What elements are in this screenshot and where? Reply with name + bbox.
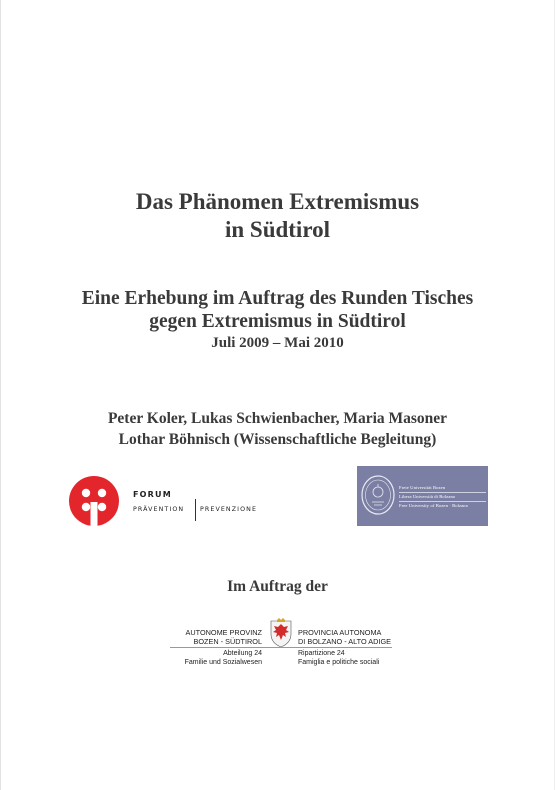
authors-line-2: Lothar Böhnisch (Wissenschaftliche Begleitung): [118, 431, 437, 448]
university-seal-icon: [360, 474, 396, 516]
province-name-german: AUTONOME PROVINZ BOZEN - SÜDTIROL: [185, 628, 262, 646]
forum-sub-italian: PREVENZIONE: [200, 506, 258, 513]
province-logo: [170, 618, 395, 674]
date-range: Juli 2009 – Mai 2010: [211, 335, 344, 351]
forum-name: FORUM: [133, 490, 172, 499]
university-name-english: Free University of Bozen · Bolzano: [399, 503, 469, 508]
forum-praevention-logo: [69, 476, 269, 526]
department-german: Abteilung 24 Familie und Sozialwesen: [184, 650, 262, 666]
department-italian: Ripartizione 24 Famiglia e politiche sociali: [298, 650, 380, 666]
university-logo: [357, 466, 488, 526]
forum-divider: [195, 499, 196, 521]
document-subtitle: [0, 287, 555, 333]
document-title: [0, 188, 555, 244]
authors-line-1: Peter Koler, Lukas Schwienbacher, Maria Masoner: [107, 410, 448, 427]
province-coat-of-arms-icon: [268, 618, 294, 648]
authors: [0, 408, 555, 450]
commission-label: Im Auftrag der: [227, 578, 328, 595]
forum-sub-german: PRÄVENTION: [133, 506, 185, 513]
university-name-german: Freie Universität Bozen: [399, 484, 486, 493]
province-divider: [170, 647, 392, 648]
title-line-1: Das Phänomen Extremismus: [135, 189, 420, 214]
university-name-italian: Libera Università di Bolzano: [399, 493, 486, 502]
subtitle-line-1: Eine Erhebung im Auftrag des Runden Tisches: [81, 288, 474, 309]
subtitle-line-2: gegen Extremismus in Südtirol: [149, 311, 406, 332]
forum-mark-icon: [69, 476, 119, 526]
province-name-italian: PROVINCIA AUTONOMA DI BOLZANO - ALTO ADIGE: [298, 628, 391, 646]
title-line-2: in Südtirol: [224, 217, 331, 242]
page-edge-left: [0, 0, 1, 790]
